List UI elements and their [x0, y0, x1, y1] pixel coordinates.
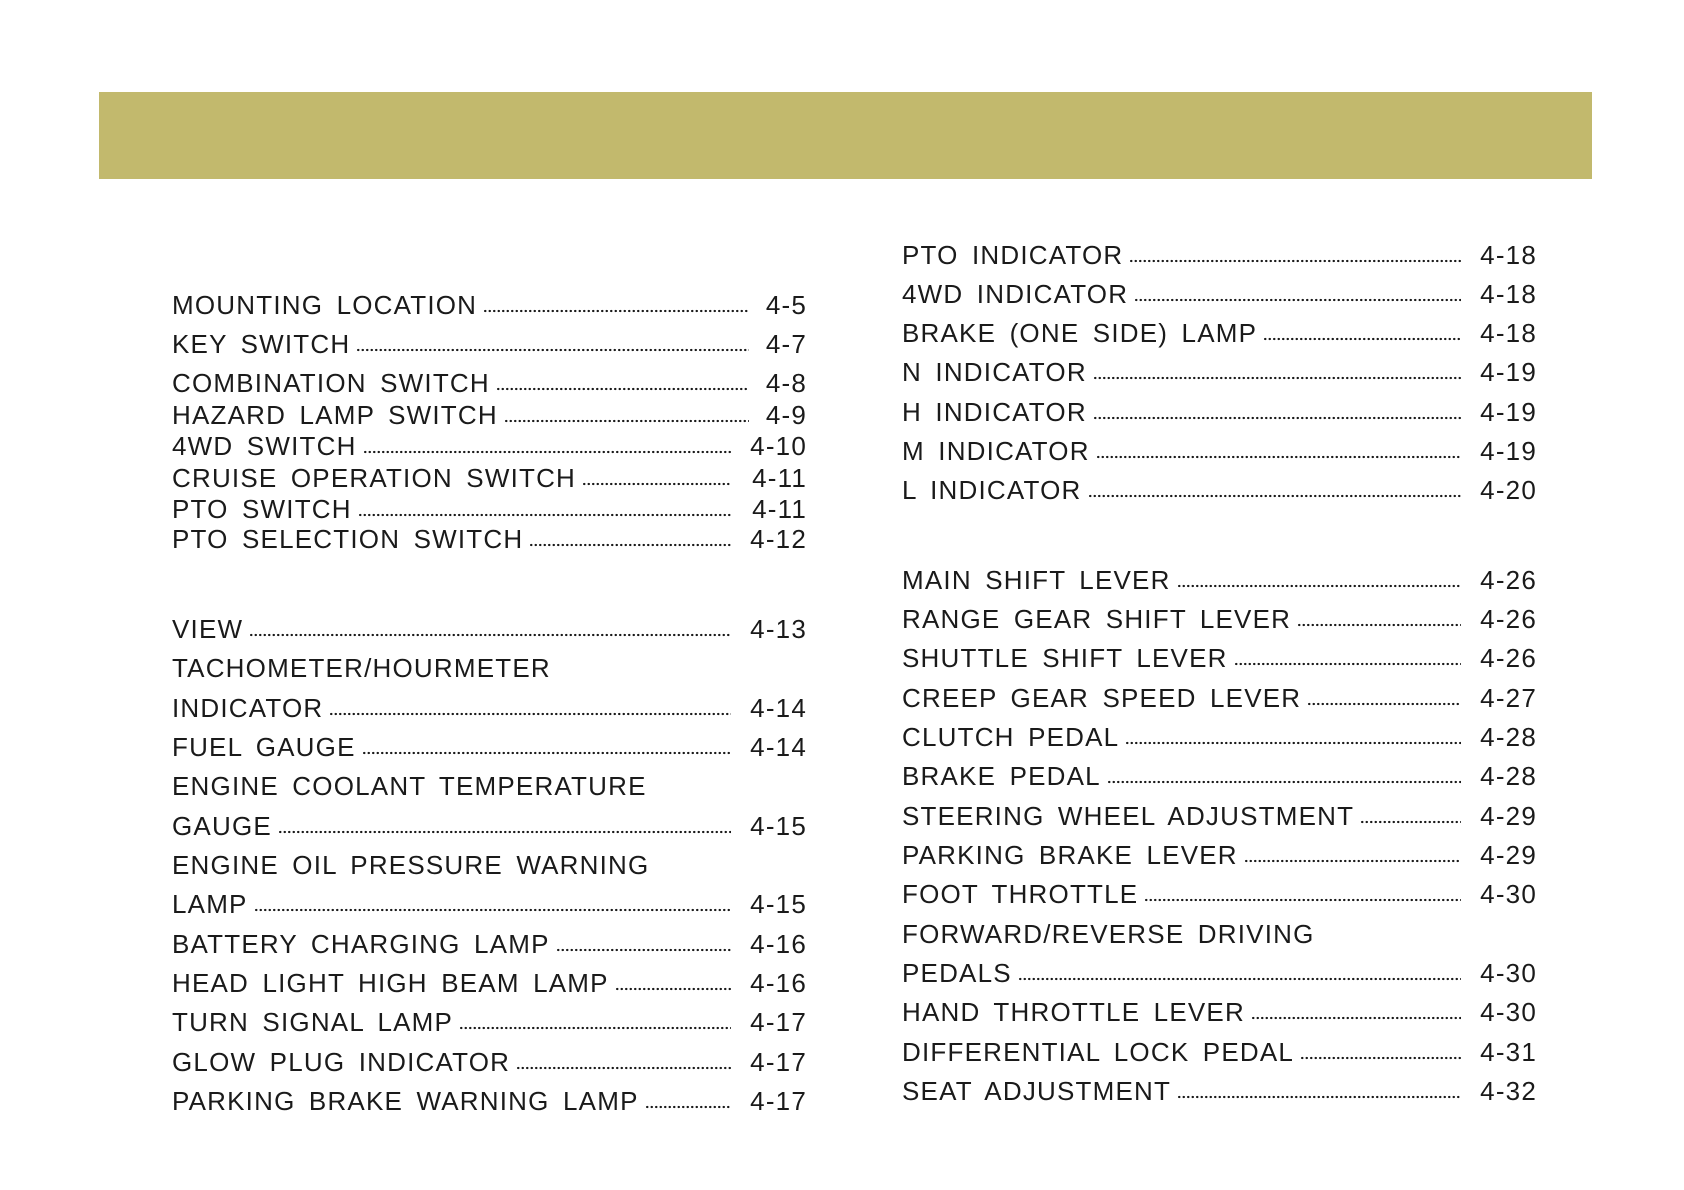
toc-entry-label: TURN SIGNAL LAMP [172, 1007, 454, 1037]
toc-entry[interactable] [902, 436, 1537, 467]
toc-entry-page: 4-12 [750, 524, 807, 554]
toc-entry-label: KEY SWITCH [172, 329, 351, 359]
dot-leader [1234, 661, 1461, 667]
toc-entry[interactable] [902, 761, 1537, 792]
toc-entry[interactable] [902, 722, 1537, 753]
toc-entry[interactable] [172, 463, 807, 494]
toc-entry-page: 4-29 [1480, 840, 1537, 870]
toc-entry[interactable] [902, 604, 1537, 635]
toc-entry-label: FORWARD/REVERSE DRIVING [902, 919, 1315, 949]
toc-entry-label: L INDICATOR [902, 475, 1082, 505]
toc-entry-label: RANGE GEAR SHIFT LEVER [902, 604, 1292, 634]
toc-entry-page: 4-11 [752, 494, 807, 524]
toc-entry-label: PEDALS [902, 958, 1012, 988]
toc-entry-label: BRAKE PEDAL [902, 761, 1101, 791]
toc-entry-page: 4-17 [750, 1086, 807, 1116]
toc-entry-page: 4-30 [1480, 997, 1537, 1027]
toc-entry[interactable] [172, 771, 807, 802]
toc-entry[interactable] [902, 1076, 1537, 1107]
toc-entry[interactable] [172, 1007, 807, 1038]
toc-entry[interactable] [902, 840, 1537, 871]
header-band [99, 92, 1592, 179]
toc-entry[interactable] [902, 919, 1537, 950]
toc-entry[interactable] [902, 475, 1537, 506]
dot-leader [459, 1025, 731, 1031]
toc-entry-page: 4-9 [765, 400, 807, 430]
dot-leader [1244, 858, 1461, 864]
toc-entry-page: 4-18 [1480, 279, 1537, 309]
toc-entry-page: 4-10 [750, 431, 807, 461]
dot-leader [249, 632, 731, 638]
dot-leader [556, 947, 731, 953]
dot-leader [529, 542, 731, 548]
dot-leader [362, 750, 731, 756]
toc-entry-label: PTO SELECTION SWITCH [172, 524, 524, 554]
toc-entry-page: 4-19 [1480, 436, 1537, 466]
dot-leader [1263, 336, 1461, 342]
toc-entry-label: COMBINATION SWITCH [172, 368, 490, 398]
dot-leader [329, 711, 731, 717]
dot-leader [615, 986, 731, 992]
dot-leader [1107, 779, 1461, 785]
toc-entry-label: HEAD LIGHT HIGH BEAM LAMP [172, 968, 609, 998]
toc-entry-page: 4-31 [1480, 1037, 1537, 1067]
toc-entry[interactable] [172, 693, 807, 724]
toc-entry-page: 4-14 [750, 732, 807, 762]
toc-entry-page: 4-15 [750, 811, 807, 841]
toc-entry-label: 4WD INDICATOR [902, 279, 1129, 309]
dot-leader [1093, 415, 1461, 421]
toc-entry-label: GLOW PLUG INDICATOR [172, 1047, 511, 1077]
dot-leader [254, 907, 731, 913]
dot-leader [483, 308, 749, 314]
toc-entry[interactable] [172, 400, 807, 431]
toc-entry[interactable] [902, 683, 1537, 714]
toc-entry-page: 4-5 [765, 290, 807, 320]
toc-entry-page: 4-17 [750, 1007, 807, 1037]
dot-leader [1177, 583, 1461, 589]
toc-entry-label: FOOT THROTTLE [902, 879, 1139, 909]
dot-leader [1297, 622, 1461, 628]
dot-leader [496, 386, 749, 392]
toc-entry-label: STEERING WHEEL ADJUSTMENT [902, 801, 1355, 831]
toc-entry-label: GAUGE [172, 811, 272, 841]
dot-leader [363, 449, 731, 455]
toc-entry-label: DIFFERENTIAL LOCK PEDAL [902, 1037, 1295, 1067]
toc-entry[interactable] [172, 653, 807, 684]
toc-entry[interactable] [172, 732, 807, 763]
toc-entry-label: M INDICATOR [902, 436, 1090, 466]
toc-entry-label: FUEL GAUGE [172, 732, 356, 762]
dot-leader [1129, 258, 1461, 264]
toc-entry[interactable] [902, 318, 1537, 349]
toc-entry-label: SEAT ADJUSTMENT [902, 1076, 1172, 1106]
toc-entry-page: 4-19 [1480, 397, 1537, 427]
toc-entry-label: LAMP [172, 889, 248, 919]
dot-leader [1096, 454, 1461, 460]
toc-entry-label: CLUTCH PEDAL [902, 722, 1120, 752]
toc-entry-page: 4-28 [1480, 761, 1537, 791]
toc-entry-page: 4-32 [1480, 1076, 1537, 1106]
toc-entry-label: 4WD SWITCH [172, 431, 357, 461]
toc-entry[interactable] [172, 929, 807, 960]
dot-leader [358, 512, 731, 518]
toc-entry-label: ENGINE COOLANT TEMPERATURE [172, 771, 647, 801]
dot-leader [1360, 819, 1461, 825]
toc-entry-label: PARKING BRAKE LEVER [902, 840, 1238, 870]
toc-entry[interactable] [172, 614, 807, 645]
dot-leader [356, 347, 749, 353]
dot-leader [516, 1065, 731, 1071]
dot-leader [1125, 740, 1461, 746]
toc-entry-label: MOUNTING LOCATION [172, 290, 478, 320]
toc-entry-page: 4-11 [752, 463, 807, 493]
toc-entry-page: 4-26 [1480, 565, 1537, 595]
toc-entry[interactable] [902, 801, 1537, 832]
toc-entry-label: PTO INDICATOR [902, 240, 1124, 270]
dot-leader [1088, 493, 1461, 499]
toc-entry-label: H INDICATOR [902, 397, 1087, 427]
toc-entry-page: 4-26 [1480, 604, 1537, 634]
toc-entry-page: 4-26 [1480, 643, 1537, 673]
toc-entry-label: BATTERY CHARGING LAMP [172, 929, 550, 959]
dot-leader [1307, 701, 1461, 707]
toc-entry[interactable] [902, 643, 1537, 674]
toc-entry[interactable] [172, 811, 807, 842]
toc-entry-label: INDICATOR [172, 693, 324, 723]
toc-entry-page: 4-30 [1480, 958, 1537, 988]
dot-leader [278, 829, 731, 835]
dot-leader [1144, 897, 1461, 903]
dot-leader [1251, 1015, 1461, 1021]
toc-entry[interactable] [172, 431, 807, 462]
toc-entry-page: 4-28 [1480, 722, 1537, 752]
toc-entry-label: VIEW [172, 614, 244, 644]
toc-entry[interactable] [902, 357, 1537, 388]
toc-entry-page: 4-7 [765, 329, 807, 359]
toc-entry[interactable] [172, 329, 807, 360]
toc-entry[interactable] [902, 958, 1537, 989]
toc-entry-page: 4-20 [1480, 475, 1537, 505]
dot-leader [1134, 297, 1461, 303]
dot-leader [1018, 976, 1461, 982]
toc-entry-page: 4-17 [750, 1047, 807, 1077]
dot-leader [1093, 375, 1461, 381]
toc-entry[interactable] [902, 997, 1537, 1028]
toc-entry[interactable] [902, 240, 1537, 271]
toc-entry-label: MAIN SHIFT LEVER [902, 565, 1171, 595]
toc-entry-label: N INDICATOR [902, 357, 1087, 387]
toc-entry-page: 4-18 [1480, 318, 1537, 348]
toc-entry-page: 4-8 [765, 368, 807, 398]
toc-entry[interactable] [172, 524, 807, 555]
toc-entry[interactable] [902, 879, 1537, 910]
toc-entry[interactable] [902, 397, 1537, 428]
toc-entry-label: HAZARD LAMP SWITCH [172, 400, 498, 430]
toc-entry-page: 4-18 [1480, 240, 1537, 270]
toc-entry[interactable] [902, 279, 1537, 310]
dot-leader [582, 481, 731, 487]
dot-leader [645, 1104, 731, 1110]
toc-entry-page: 4-13 [750, 614, 807, 644]
dot-leader [1177, 1094, 1461, 1100]
toc-entry[interactable] [902, 565, 1537, 596]
toc-entry-page: 4-27 [1480, 683, 1537, 713]
toc-entry[interactable] [172, 1047, 807, 1078]
toc-entry-page: 4-29 [1480, 801, 1537, 831]
toc-entry-page: 4-30 [1480, 879, 1537, 909]
dot-leader [504, 418, 749, 424]
toc-entry[interactable] [172, 850, 807, 881]
toc-entry[interactable] [172, 368, 807, 399]
toc-entry-label: BRAKE (ONE SIDE) LAMP [902, 318, 1258, 348]
toc-entry-page: 4-14 [750, 693, 807, 723]
toc-entry-label: ENGINE OIL PRESSURE WARNING [172, 850, 650, 880]
toc-entry-label: SHUTTLE SHIFT LEVER [902, 643, 1228, 673]
toc-entry-label: CREEP GEAR SPEED LEVER [902, 683, 1302, 713]
toc-entry[interactable] [902, 1037, 1537, 1068]
toc-entry[interactable] [172, 968, 807, 999]
toc-entry-page: 4-15 [750, 889, 807, 919]
toc-entry-label: HAND THROTTLE LEVER [902, 997, 1245, 1027]
toc-entry-page: 4-19 [1480, 357, 1537, 387]
toc-entry[interactable] [172, 494, 807, 525]
toc-entry[interactable] [172, 889, 807, 920]
toc-entry-page: 4-16 [750, 968, 807, 998]
toc-entry-label: PARKING BRAKE WARNING LAMP [172, 1086, 639, 1116]
toc-entry-page: 4-16 [750, 929, 807, 959]
toc-entry-label: TACHOMETER/HOURMETER [172, 653, 551, 683]
toc-entry[interactable] [172, 290, 807, 321]
toc-entry-label: PTO SWITCH [172, 494, 352, 524]
dot-leader [1300, 1055, 1461, 1061]
toc-entry-label: CRUISE OPERATION SWITCH [172, 463, 577, 493]
toc-entry[interactable] [172, 1086, 807, 1117]
